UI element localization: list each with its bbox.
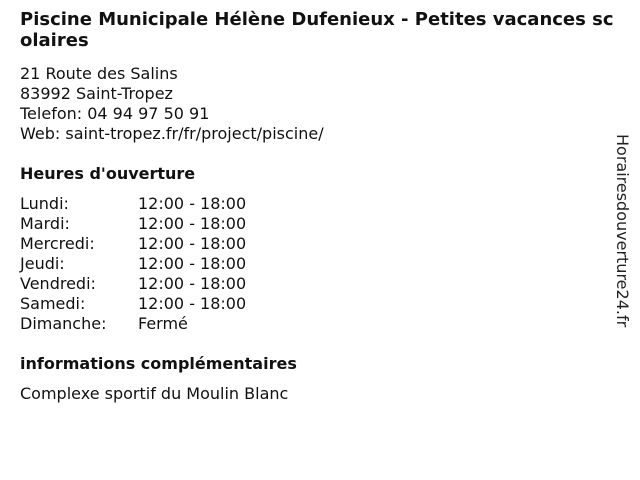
website-link[interactable]: Web: saint-tropez.fr/fr/project/piscine/ (20, 124, 324, 143)
time-value: 12:00 - 18:00 (138, 254, 247, 273)
page-title: Piscine Municipale Hélène Dufenieux - Petites vacances scolaires (20, 9, 614, 51)
phone-number: Telefon: 04 94 97 50 91 (20, 104, 210, 123)
hours-row-thursday (20, 254, 320, 274)
day-label: Jeudi: (20, 254, 65, 273)
hours-row-tuesday (20, 214, 320, 234)
watermark-text: Horairesdouverture24.fr (613, 134, 632, 328)
day-label: Lundi: (20, 194, 69, 213)
day-label: Dimanche: (20, 314, 107, 333)
city-postal: 83992 Saint-Tropez (20, 84, 173, 103)
hours-table (20, 194, 320, 334)
hours-row-monday (20, 194, 320, 214)
day-label: Vendredi: (20, 274, 96, 293)
day-label: Mercredi: (20, 234, 95, 253)
info-text: Complexe sportif du Moulin Blanc (20, 384, 289, 403)
street-address: 21 Route des Salins (20, 64, 178, 83)
hours-row-sunday (20, 314, 320, 334)
watermark (612, 134, 632, 374)
hours-row-friday (20, 274, 320, 294)
hours-row-saturday (20, 294, 320, 314)
hours-row-wednesday (20, 234, 320, 254)
address-block (20, 64, 324, 144)
time-value: 12:00 - 18:00 (138, 274, 247, 293)
info-heading: informations complémentaires (20, 354, 297, 373)
time-value: 12:00 - 18:00 (138, 294, 247, 313)
time-value: 12:00 - 18:00 (138, 234, 247, 253)
time-value: 12:00 - 18:00 (138, 194, 247, 213)
time-value: 12:00 - 18:00 (138, 214, 247, 233)
day-label: Mardi: (20, 214, 70, 233)
time-value: Fermé (138, 314, 188, 333)
day-label: Samedi: (20, 294, 86, 313)
hours-heading: Heures d'ouverture (20, 164, 196, 183)
